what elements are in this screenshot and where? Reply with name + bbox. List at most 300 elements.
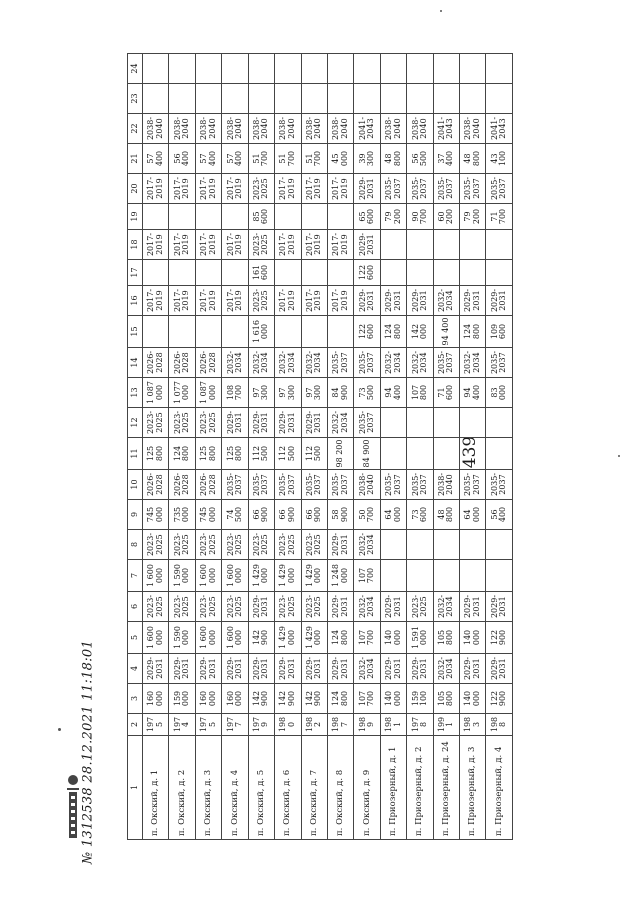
- table-cell: 2032-2034: [433, 654, 459, 684]
- table-cell: 50 700: [354, 500, 380, 530]
- table-cell: 2038-2040: [248, 114, 274, 144]
- table-cell: 84 900: [354, 438, 380, 470]
- table-cell: 2038-2040: [327, 114, 353, 144]
- table-cell: 2023-2025: [143, 530, 169, 560]
- column-number: 22: [128, 114, 143, 144]
- table-cell: 48 800: [433, 500, 459, 530]
- table-cell: 159 000: [169, 684, 195, 714]
- table-cell: 2041-2043: [354, 114, 380, 144]
- table-cell: 124 800: [327, 622, 353, 654]
- table-cell: 2029-2031: [460, 654, 486, 684]
- table-cell: [380, 530, 406, 560]
- table-cell: [195, 84, 221, 114]
- table-cell: 2032-2034: [301, 348, 327, 378]
- table-cell: 45 000: [327, 144, 353, 174]
- table-cell: 2029-2031: [380, 592, 406, 622]
- column-number: 13: [128, 378, 143, 408]
- table-cell: [143, 54, 169, 84]
- column-number: 4: [128, 654, 143, 684]
- building-address: п. Окский, д. 7: [301, 736, 327, 840]
- table-cell: 2029-2031: [248, 592, 274, 622]
- table-cell: 2032-2034: [248, 348, 274, 378]
- table-cell: 1983: [460, 714, 486, 736]
- table-row: [169, 54, 195, 840]
- table-cell: [354, 54, 380, 84]
- table-cell: 2032-2034: [354, 654, 380, 684]
- column-number: 20: [128, 174, 143, 204]
- table-cell: 1 600 000: [222, 560, 248, 592]
- table-cell: 2017-2019: [169, 230, 195, 260]
- table-cell: 73 500: [354, 378, 380, 408]
- table-cell: 108 700: [222, 378, 248, 408]
- column-number: 3: [128, 684, 143, 714]
- table-cell: [248, 84, 274, 114]
- table-cell: [407, 84, 433, 114]
- table-cell: 142 900: [248, 622, 274, 654]
- table-cell: 2023-2025: [275, 530, 301, 560]
- table-cell: [486, 560, 513, 592]
- table-cell: [460, 530, 486, 560]
- table-cell: 2017-2019: [143, 286, 169, 316]
- table-cell: 124 800: [169, 438, 195, 470]
- table-cell: 125 800: [143, 438, 169, 470]
- table-cell: 2017-2019: [275, 286, 301, 316]
- table-cell: 2035-2037: [486, 470, 513, 500]
- table-cell: 2038-2040: [169, 114, 195, 144]
- table-cell: 2023-2025: [275, 592, 301, 622]
- table-cell: 1974: [169, 714, 195, 736]
- table-row: [195, 54, 221, 840]
- table-cell: 2035-2037: [486, 174, 513, 204]
- table-cell: 83 000: [486, 378, 513, 408]
- table-cell: 66 900: [301, 500, 327, 530]
- table-cell: 1 429 000: [301, 622, 327, 654]
- table-cell: 84 900: [327, 378, 353, 408]
- table-row: [222, 54, 248, 840]
- column-number: 19: [128, 204, 143, 230]
- table-cell: [380, 54, 406, 84]
- table-cell: 2041-2043: [486, 114, 513, 144]
- table-cell: 1 600 000: [143, 560, 169, 592]
- table-cell: [275, 54, 301, 84]
- column-number: 11: [128, 438, 143, 470]
- table-cell: 159 100: [407, 684, 433, 714]
- table-cell: 94 400: [433, 316, 459, 348]
- table-cell: 2017-2019: [301, 286, 327, 316]
- scan-speck: [618, 455, 620, 457]
- table-cell: 2038-2040: [301, 114, 327, 144]
- table-cell: 2029-2031: [195, 654, 221, 684]
- table-cell: [301, 84, 327, 114]
- table-cell: 1 087 000: [195, 378, 221, 408]
- table-cell: [407, 408, 433, 438]
- table-cell: [380, 260, 406, 286]
- table-cell: [460, 230, 486, 260]
- table-cell: 1991: [433, 714, 459, 736]
- table-cell: 1988: [486, 714, 513, 736]
- table-cell: [327, 54, 353, 84]
- table-cell: 140 000: [380, 684, 406, 714]
- table-cell: 2035-2037: [380, 470, 406, 500]
- table-cell: 97 300: [275, 378, 301, 408]
- table-cell: 2017-2019: [169, 174, 195, 204]
- column-number: 16: [128, 286, 143, 316]
- table-cell: [460, 408, 486, 438]
- table-cell: 51 700: [301, 144, 327, 174]
- table-cell: [380, 230, 406, 260]
- table-cell: 2038-2040: [380, 114, 406, 144]
- table-cell: 2035-2037: [433, 174, 459, 204]
- table-cell: 2026-2028: [143, 348, 169, 378]
- table-cell: 2038-2040: [222, 114, 248, 144]
- table-cell: 2035-2037: [407, 174, 433, 204]
- table-cell: 2035-2037: [275, 470, 301, 500]
- table-cell: 90 700: [407, 204, 433, 230]
- table-cell: 79 200: [460, 204, 486, 230]
- table-cell: 64 000: [380, 500, 406, 530]
- table-cell: [354, 84, 380, 114]
- table-cell: 2035-2037: [327, 348, 353, 378]
- table-cell: [222, 316, 248, 348]
- table-cell: 142 900: [275, 684, 301, 714]
- table-cell: 107 700: [354, 560, 380, 592]
- table-cell: 2032-2034: [433, 592, 459, 622]
- table-cell: 2017-2019: [195, 230, 221, 260]
- table-cell: 1 590 000: [169, 622, 195, 654]
- column-number: 15: [128, 316, 143, 348]
- table-cell: 2032-2034: [222, 348, 248, 378]
- table-cell: 2023-2025: [143, 408, 169, 438]
- table-cell: 1977: [222, 714, 248, 736]
- table-cell: [143, 316, 169, 348]
- table-cell: 2017-2019: [301, 174, 327, 204]
- table-cell: 2023-2025: [143, 592, 169, 622]
- table-row: [248, 54, 274, 840]
- table-cell: 1 429 000: [301, 560, 327, 592]
- table-cell: [275, 84, 301, 114]
- table-cell: [380, 438, 406, 470]
- table-cell: 2035-2037: [354, 348, 380, 378]
- table-cell: 2035-2037: [380, 174, 406, 204]
- table-cell: 66 900: [248, 500, 274, 530]
- table-cell: 2032-2034: [433, 286, 459, 316]
- column-number: 17: [128, 260, 143, 286]
- table-cell: 1 600 000: [195, 560, 221, 592]
- table-cell: [486, 230, 513, 260]
- table-cell: 2023-2025: [222, 530, 248, 560]
- table-cell: 2023-2025: [169, 592, 195, 622]
- table-cell: 735 000: [169, 500, 195, 530]
- table-cell: 2029-2031: [354, 286, 380, 316]
- table-cell: 2029-2031: [327, 592, 353, 622]
- table-cell: [407, 438, 433, 470]
- column-number: 10: [128, 470, 143, 500]
- table-cell: 2038-2040: [354, 470, 380, 500]
- table-cell: 1989: [354, 714, 380, 736]
- table-cell: 2017-2019: [169, 286, 195, 316]
- table-cell: 2029-2031: [460, 286, 486, 316]
- table-cell: 2023-2025: [169, 530, 195, 560]
- table-cell: [460, 435, 486, 470]
- table-cell: 140 000: [460, 684, 486, 714]
- table-cell: [433, 54, 459, 84]
- column-number: 6: [128, 592, 143, 622]
- table-cell: [460, 84, 486, 114]
- table-cell: 48 800: [380, 144, 406, 174]
- table-cell: [407, 54, 433, 84]
- table-cell: 2029-2031: [486, 592, 513, 622]
- table-cell: [327, 204, 353, 230]
- table-cell: 2029-2031: [407, 286, 433, 316]
- table-cell: 112 500: [301, 438, 327, 470]
- table-cell: [407, 530, 433, 560]
- table-cell: [433, 260, 459, 286]
- table-cell: 140 000: [380, 622, 406, 654]
- table-cell: 2029-2031: [380, 286, 406, 316]
- table-cell: [327, 260, 353, 286]
- column-number: 8: [128, 530, 143, 560]
- table-cell: 122 900: [486, 684, 513, 714]
- table-cell: 2026-2028: [195, 348, 221, 378]
- page-number: 439: [460, 435, 480, 469]
- table-cell: [433, 560, 459, 592]
- table-cell: 2023-2025: [248, 230, 274, 260]
- table-cell: 2029-2031: [248, 408, 274, 438]
- building-address: п. Окский, д. 3: [195, 736, 221, 840]
- table-cell: 1978: [407, 714, 433, 736]
- table-cell: 51 700: [248, 144, 274, 174]
- table-cell: 2035-2037: [433, 348, 459, 378]
- table-cell: [486, 438, 513, 470]
- table-cell: 2026-2028: [195, 470, 221, 500]
- table-cell: 2029-2031: [143, 654, 169, 684]
- table-cell: 1 087 000: [143, 378, 169, 408]
- table-cell: 2038-2040: [275, 114, 301, 144]
- table-cell: 1979: [248, 714, 274, 736]
- table-cell: 60 200: [433, 204, 459, 230]
- scan-speck: [440, 10, 442, 12]
- column-number: 12: [128, 408, 143, 438]
- column-number: 14: [128, 348, 143, 378]
- table-cell: 109 600: [486, 316, 513, 348]
- table-cell: [380, 84, 406, 114]
- table-cell: [222, 84, 248, 114]
- table-cell: 2029-2031: [354, 174, 380, 204]
- table-cell: 2035-2037: [222, 470, 248, 500]
- table-cell: 1 600 000: [195, 622, 221, 654]
- building-address: п. Окский, д. 9: [354, 736, 380, 840]
- table-row: [275, 54, 301, 840]
- table-cell: 1975: [143, 714, 169, 736]
- table-cell: 124 800: [380, 316, 406, 348]
- table-cell: 56 500: [407, 144, 433, 174]
- column-number: 24: [128, 54, 143, 84]
- table-cell: 2035-2037: [486, 348, 513, 378]
- table-cell: 56 400: [486, 500, 513, 530]
- table-cell: [169, 54, 195, 84]
- table-cell: 142 900: [248, 684, 274, 714]
- table-cell: [195, 260, 221, 286]
- table-cell: 107 700: [354, 684, 380, 714]
- table-cell: [222, 204, 248, 230]
- table-cell: 1980: [275, 714, 301, 736]
- table-cell: [460, 260, 486, 286]
- table-cell: [380, 408, 406, 438]
- table-cell: 112 500: [248, 438, 274, 470]
- table-cell: 2035-2037: [327, 470, 353, 500]
- column-number: 21: [128, 144, 143, 174]
- table-cell: 2023-2025: [248, 174, 274, 204]
- table-cell: 1981: [380, 714, 406, 736]
- table-cell: 98 200: [327, 438, 353, 470]
- table-cell: [460, 54, 486, 84]
- table-cell: 122 900: [486, 622, 513, 654]
- table-cell: [433, 84, 459, 114]
- table-cell: [486, 84, 513, 114]
- table-cell: 39 300: [354, 144, 380, 174]
- table-cell: 2038-2040: [195, 114, 221, 144]
- table-cell: 56 400: [169, 144, 195, 174]
- table-cell: 2032-2034: [460, 348, 486, 378]
- table-cell: 2035-2037: [460, 174, 486, 204]
- table-cell: 2032-2034: [354, 530, 380, 560]
- table-cell: 2023-2025: [195, 530, 221, 560]
- table-cell: 1 600 000: [222, 622, 248, 654]
- table-cell: 2023-2025: [248, 286, 274, 316]
- table-cell: 37 400: [433, 144, 459, 174]
- table-cell: 2032-2034: [275, 348, 301, 378]
- table-row: [143, 54, 169, 840]
- table-cell: 2035-2037: [407, 470, 433, 500]
- table-cell: [486, 54, 513, 84]
- table-cell: 2029-2031: [275, 408, 301, 438]
- table-cell: 1 600 000: [143, 622, 169, 654]
- table-cell: [169, 260, 195, 286]
- table-cell: 85 600: [248, 204, 274, 230]
- table-row: [380, 54, 406, 840]
- table-cell: 2029-2031: [486, 654, 513, 684]
- table-cell: 161 600: [248, 260, 274, 286]
- table-cell: 745 000: [195, 500, 221, 530]
- column-number: 18: [128, 230, 143, 260]
- table-cell: [275, 260, 301, 286]
- table-cell: 74 500: [222, 500, 248, 530]
- table-cell: 1 429 000: [275, 622, 301, 654]
- table-cell: 2035-2037: [460, 470, 486, 500]
- table-cell: [169, 316, 195, 348]
- table-cell: 1987: [327, 714, 353, 736]
- column-number: 9: [128, 500, 143, 530]
- table-cell: [460, 560, 486, 592]
- table-cell: 2017-2019: [195, 174, 221, 204]
- table-cell: 2023-2025: [248, 530, 274, 560]
- table-cell: 2038-2040: [143, 114, 169, 144]
- table-cell: [407, 230, 433, 260]
- table-cell: 125 800: [222, 438, 248, 470]
- table-cell: 2035-2037: [301, 470, 327, 500]
- table-cell: 122 600: [354, 316, 380, 348]
- table-cell: 2023-2025: [195, 592, 221, 622]
- table-cell: 2017-2019: [327, 174, 353, 204]
- table-cell: 2038-2040: [433, 470, 459, 500]
- table-cell: 2023-2025: [169, 408, 195, 438]
- table-cell: 48 800: [460, 144, 486, 174]
- table-cell: [486, 260, 513, 286]
- table-row: [301, 54, 327, 840]
- table-cell: 2029-2031: [301, 408, 327, 438]
- table-cell: 1 616 000: [248, 316, 274, 348]
- table-cell: 64 000: [460, 500, 486, 530]
- table-cell: 160 000: [222, 684, 248, 714]
- table-cell: [433, 230, 459, 260]
- table-cell: 2017-2019: [327, 286, 353, 316]
- table-cell: 66 900: [275, 500, 301, 530]
- table-cell: 105 800: [433, 684, 459, 714]
- table-cell: [222, 54, 248, 84]
- table-cell: 43 100: [486, 144, 513, 174]
- table-cell: [433, 438, 459, 470]
- table-cell: 2029-2031: [327, 530, 353, 560]
- table-cell: 2023-2025: [407, 592, 433, 622]
- table-cell: [327, 84, 353, 114]
- table-cell: 745 000: [143, 500, 169, 530]
- table-cell: [301, 204, 327, 230]
- table-cell: [433, 408, 459, 438]
- table-cell: 2026-2028: [169, 470, 195, 500]
- table-cell: [301, 316, 327, 348]
- column-number: 7: [128, 560, 143, 592]
- table-cell: 107 700: [354, 622, 380, 654]
- column-number: 2: [128, 714, 143, 736]
- table-cell: [407, 560, 433, 592]
- table-cell: 2032-2034: [354, 592, 380, 622]
- table-cell: 2029-2031: [222, 408, 248, 438]
- table-cell: 73 600: [407, 500, 433, 530]
- table-cell: [169, 84, 195, 114]
- table-cell: [222, 260, 248, 286]
- table-cell: 2017-2019: [222, 230, 248, 260]
- table-row: [433, 54, 459, 840]
- table-cell: 58 900: [327, 500, 353, 530]
- table-cell: 2017-2019: [195, 286, 221, 316]
- registration-stamp: № 1312538 28.12.2021 11:18:01: [80, 639, 96, 865]
- table-cell: 160 000: [143, 684, 169, 714]
- table-cell: 71 600: [433, 378, 459, 408]
- table-cell: 2029-2031: [407, 654, 433, 684]
- table-cell: 2032-2034: [407, 348, 433, 378]
- table-cell: 2029-2031: [486, 286, 513, 316]
- building-address: п. Окский, д. 8: [327, 736, 353, 840]
- table-cell: [195, 204, 221, 230]
- table-cell: 97 300: [248, 378, 274, 408]
- table-cell: 1 077 000: [169, 378, 195, 408]
- table-cell: [143, 260, 169, 286]
- table-cell: 2029-2031: [380, 654, 406, 684]
- table-cell: [248, 54, 274, 84]
- table-cell: 124 800: [327, 684, 353, 714]
- table-cell: 2017-2019: [222, 286, 248, 316]
- table-cell: 79 200: [380, 204, 406, 230]
- table-row: [407, 54, 433, 840]
- column-number: 23: [128, 84, 143, 114]
- table-cell: 2017-2019: [275, 174, 301, 204]
- table-cell: 2017-2019: [327, 230, 353, 260]
- table-cell: 160 000: [195, 684, 221, 714]
- building-address: п. Окский, д. 4: [222, 736, 248, 840]
- table-cell: 2026-2028: [143, 470, 169, 500]
- table-cell: [195, 316, 221, 348]
- table-cell: [301, 54, 327, 84]
